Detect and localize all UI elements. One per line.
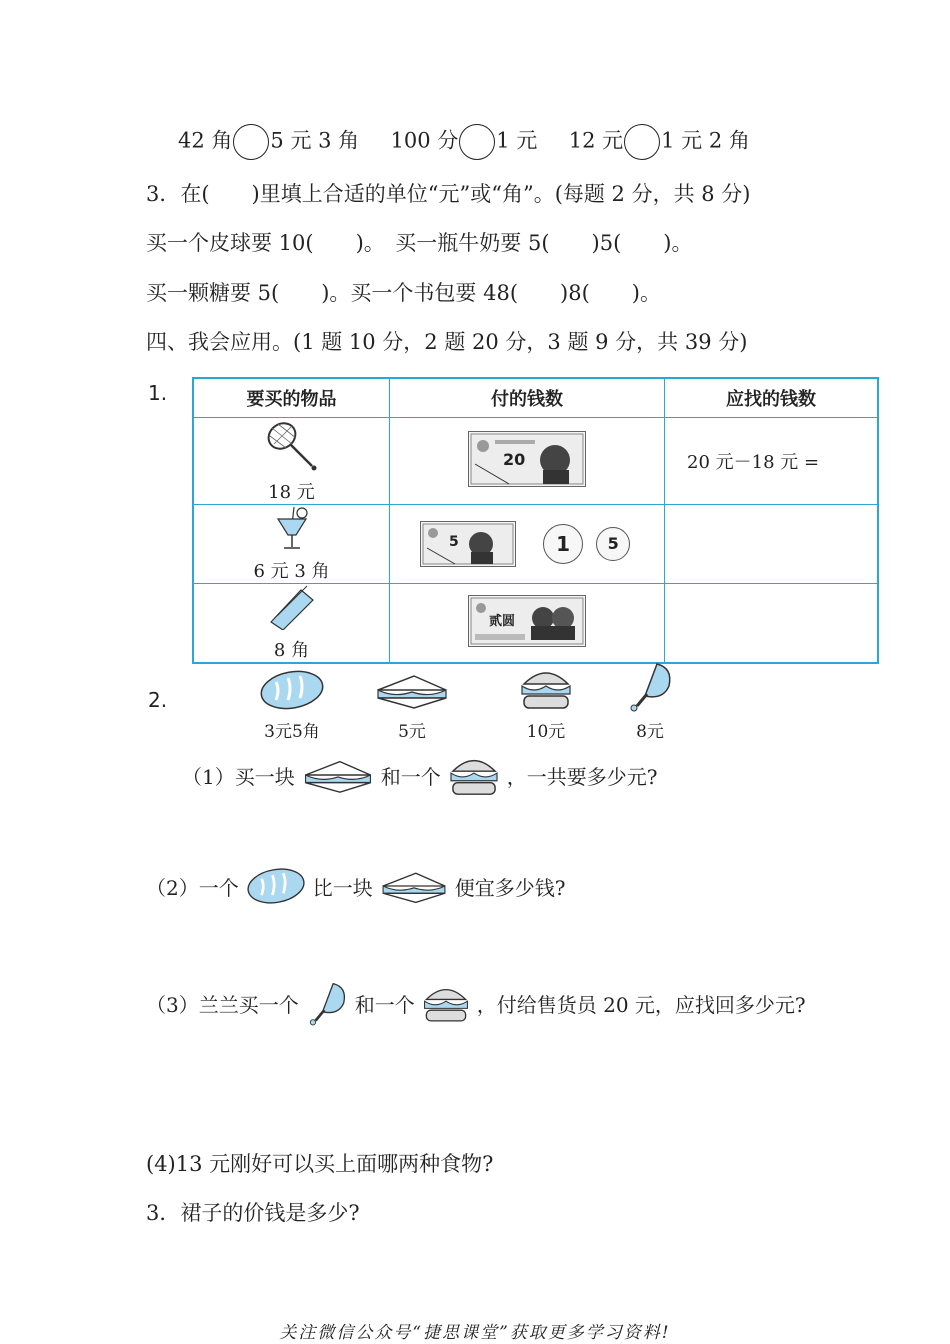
- bread-icon: [258, 668, 326, 712]
- q2-sub3: [146, 978, 806, 1028]
- change-cell-1: 20 元－18 元 =: [665, 418, 879, 505]
- q2-number: 2.: [148, 688, 168, 712]
- q2-sub2: [146, 866, 565, 906]
- paid-cell-1: [390, 418, 665, 505]
- banknote-20-value: 20: [503, 450, 526, 469]
- food-sandwich: [372, 668, 452, 742]
- q3-line: 3．裙子的价钱是多少?: [146, 1201, 360, 1225]
- juice-glass-icon: [272, 505, 312, 551]
- compare-c-right: 1 元 2 角: [661, 128, 750, 153]
- sub1-text-b: 和一个: [380, 764, 441, 789]
- change-cell-2: [665, 505, 879, 584]
- money-table: [192, 377, 879, 664]
- sub3-text-b: 和一个: [354, 992, 415, 1017]
- sub1-text-c: ，一共要多少元?: [506, 764, 658, 789]
- header-paid: 付的钱数: [390, 378, 665, 418]
- sub1-text-a: （1）买一块: [182, 764, 295, 789]
- paid-cell-3: [390, 584, 665, 664]
- paid-cell-2: [390, 505, 665, 584]
- section3-line1: 买一个皮球要 10( )。 买一瓶牛奶要 5( )5( )。: [146, 231, 693, 255]
- badminton-racket-icon: [262, 418, 322, 472]
- item-cell-gum: [193, 584, 390, 664]
- section3-heading: 3．在( )里填上合适的单位“元”或“角”。(每题 2 分，共 8 分): [146, 182, 751, 206]
- banknote-5-art: [421, 522, 515, 566]
- sandwich-icon: [374, 668, 450, 712]
- food-drumstick: [620, 660, 680, 742]
- sub2-text-b: 比一块: [312, 875, 373, 900]
- sub3-text-c: ，付给售货员 20 元，应找回多少元?: [476, 992, 806, 1017]
- compare-b-left: 100 分: [390, 128, 459, 153]
- section3-line2: 买一颗糖要 5( )。买一个书包要 48( )8( )。: [146, 281, 661, 305]
- sub2-text-a: （2）一个: [146, 875, 239, 900]
- bread-icon: [245, 866, 307, 906]
- header-item: 要买的物品: [193, 378, 390, 418]
- drumstick-icon: [305, 978, 349, 1028]
- burger-icon: [421, 981, 471, 1025]
- banknote-20: [468, 431, 586, 487]
- price-juice: 6 元 3 角: [253, 561, 330, 582]
- q2-sub4: (4)13 元刚好可以买上面哪两种食物?: [146, 1152, 494, 1176]
- footer-note: 关注微信公众号“捷思课堂”获取更多学习资料!: [279, 1323, 671, 1343]
- compare-row: [178, 124, 750, 160]
- q1-number: 1.: [148, 381, 168, 405]
- q2-sub1: [182, 752, 657, 798]
- banknote-2-art: [469, 596, 585, 646]
- sub3-text-a: （3）兰兰买一个: [146, 992, 299, 1017]
- drumstick-icon: [625, 660, 675, 712]
- sandwich-icon: [379, 866, 449, 906]
- change-cell-3: [665, 584, 879, 664]
- price-bread: 3元5角: [264, 722, 320, 742]
- compare-circle-c[interactable]: [624, 124, 660, 160]
- item-cell-juice: [193, 505, 390, 584]
- price-gum: 8 角: [273, 640, 310, 661]
- header-change: 应找的钱数: [665, 378, 879, 418]
- sub2-text-c: 便宜多少钱?: [454, 875, 566, 900]
- compare-circle-a[interactable]: [233, 124, 269, 160]
- food-burger: [506, 664, 586, 742]
- chewing-gum-icon: [267, 584, 317, 630]
- sandwich-icon: [301, 754, 375, 796]
- item-cell-racket: [193, 418, 390, 505]
- price-burger: 10元: [526, 722, 566, 742]
- compare-c-left: 12 元: [568, 128, 624, 153]
- banknote-2: [468, 595, 586, 647]
- food-bread: [252, 668, 332, 742]
- compare-a-left: 42 角: [178, 128, 233, 153]
- banknote-5-value: 5: [449, 534, 459, 550]
- banknote-2-value: 贰圆: [489, 614, 516, 629]
- coin-1-yuan: 1: [543, 524, 583, 564]
- coin-5-jiao: 5: [596, 527, 630, 561]
- price-racket: 18 元: [268, 482, 315, 503]
- part4-heading: 四、我会应用。(1 题 10 分，2 题 20 分，3 题 9 分，共 39 分): [146, 330, 748, 354]
- price-sandwich: 5元: [398, 722, 426, 742]
- price-drumstick: 8元: [636, 722, 664, 742]
- compare-circle-b[interactable]: [459, 124, 495, 160]
- compare-b-right: 1 元: [496, 128, 538, 153]
- burger-icon: [518, 664, 574, 712]
- compare-a-right: 5 元 3 角: [270, 128, 360, 153]
- burger-icon: [447, 752, 501, 798]
- banknote-5: [420, 521, 516, 567]
- banknote-20-art: [469, 432, 585, 486]
